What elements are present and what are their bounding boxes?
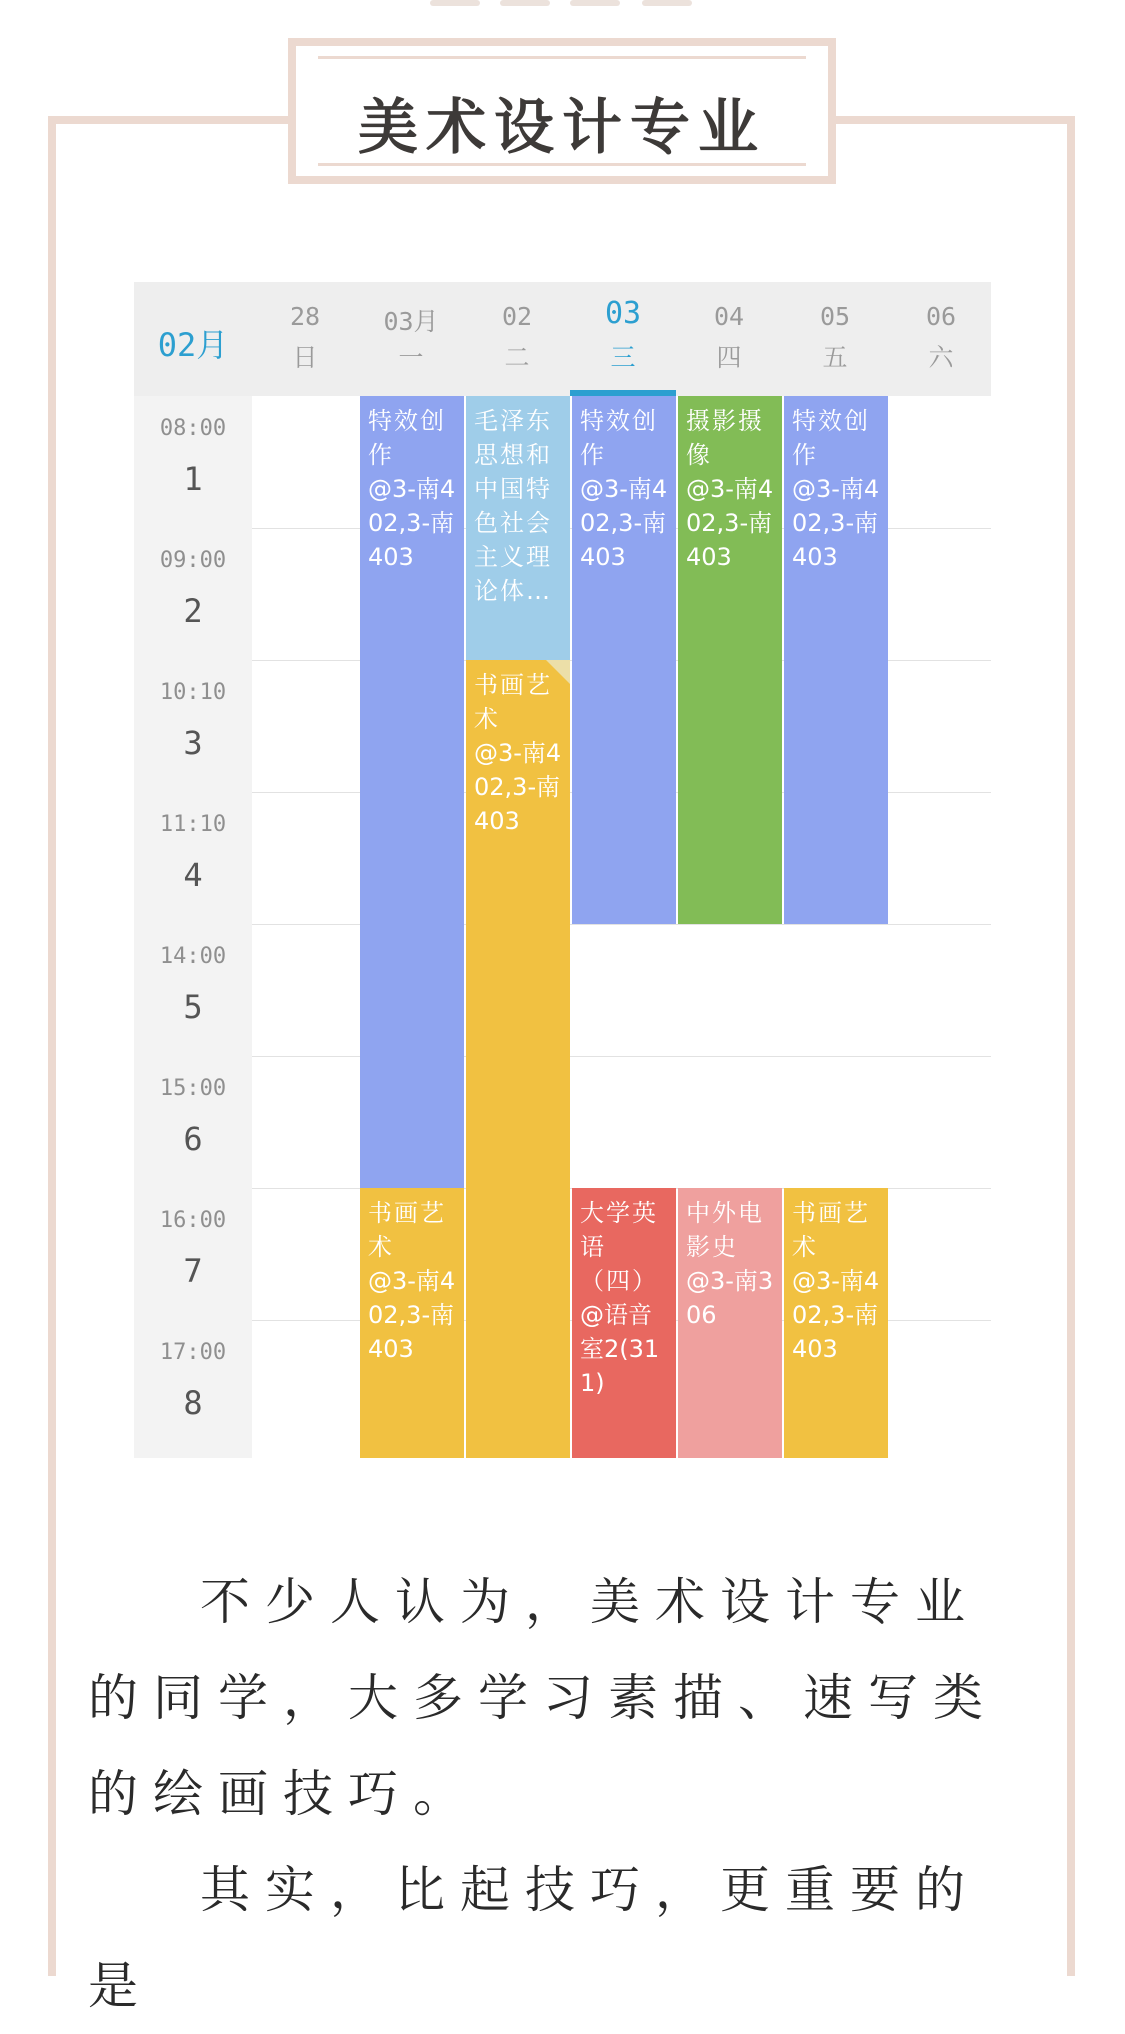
month-label: 02月 bbox=[157, 326, 229, 364]
section-title-box bbox=[288, 38, 836, 184]
course-block[interactable]: 大学英语（四） @语音室2(311) bbox=[572, 1188, 676, 1458]
note-corner-icon bbox=[546, 660, 570, 684]
day-header-sat[interactable]: 06 六 bbox=[925, 302, 957, 372]
day-header-thu[interactable]: 04 四 bbox=[713, 302, 745, 372]
time-slot: 15:00 6 bbox=[159, 1076, 227, 1158]
time-slot: 14:00 5 bbox=[159, 944, 227, 1026]
section-title: 美术设计专业 bbox=[358, 93, 766, 163]
course-block[interactable]: 特效创作 @3-南402,3-南403 bbox=[572, 396, 676, 924]
article-paragraph: 其实，比起技巧，更重要的是 bbox=[88, 1861, 980, 2015]
course-block[interactable]: 书画艺术 @3-南402,3-南403 bbox=[784, 1188, 888, 1458]
calendar-header bbox=[134, 282, 991, 396]
course-block[interactable]: 特效创作 @3-南402,3-南403 bbox=[784, 396, 888, 924]
time-slot: 11:10 4 bbox=[159, 812, 227, 894]
time-slot: 17:00 8 bbox=[159, 1340, 227, 1422]
day-header-sun[interactable]: 28 日 bbox=[289, 302, 321, 372]
schedule-screenshot bbox=[134, 282, 991, 1458]
time-column bbox=[134, 396, 252, 1458]
time-slot: 10:10 3 bbox=[159, 680, 227, 762]
time-slot: 09:00 2 bbox=[159, 548, 227, 630]
day-header-mon[interactable]: 03月 一 bbox=[383, 307, 439, 372]
day-header-fri[interactable]: 05 五 bbox=[819, 302, 851, 372]
course-block[interactable]: 特效创作 @3-南402,3-南403 bbox=[360, 396, 464, 1188]
time-slot: 16:00 7 bbox=[159, 1208, 227, 1290]
course-block[interactable]: 摄影摄像 @3-南402,3-南403 bbox=[678, 396, 782, 924]
course-block[interactable]: 毛泽东思想和中国特色社会主义理论体… bbox=[466, 396, 570, 660]
title-top-line bbox=[318, 56, 806, 59]
course-block[interactable]: 书画艺术 @3-南402,3-南403 bbox=[466, 660, 570, 1458]
top-decoration bbox=[430, 0, 696, 6]
course-block[interactable]: 书画艺术 @3-南402,3-南403 bbox=[360, 1188, 464, 1458]
article-paragraph: 不少人认为，美术设计专业的同学，大多学习素描、速写类的绘画技巧。 bbox=[88, 1573, 998, 1823]
time-slot: 08:00 1 bbox=[159, 416, 227, 498]
course-block[interactable]: 中外电影史 @3-南306 bbox=[678, 1188, 782, 1458]
day-header-tue[interactable]: 02 二 bbox=[501, 302, 533, 372]
day-header-wed-today[interactable]: 03 三 bbox=[604, 296, 642, 372]
